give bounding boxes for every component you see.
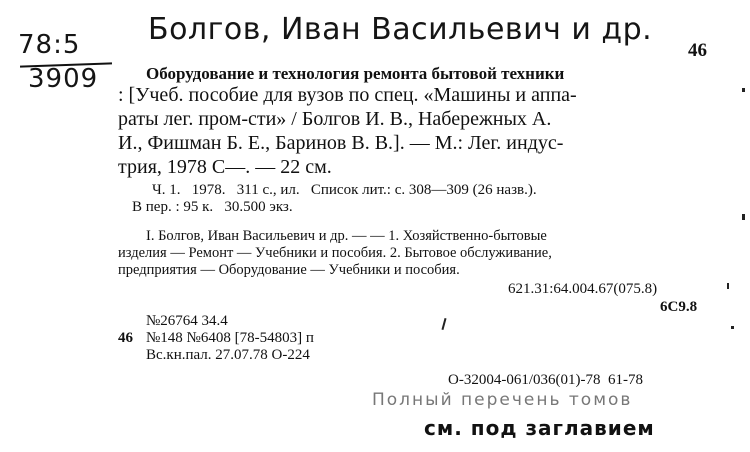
print-line: №148 №6408 [78-54803] п — [146, 330, 314, 346]
classification-number: 46 — [688, 40, 707, 61]
tracings-line: I. Болгов, Иван Васильевич и др. — — 1. Хозяйственно-бытовые — [146, 228, 547, 244]
bbk-code: 6С9.8 — [660, 299, 698, 315]
book-chamber-line: Вс.кн.пал. 27.07.78 О-224 — [146, 347, 310, 363]
stamp-main: см. под заглавием — [424, 416, 655, 440]
scan-speck — [742, 88, 745, 92]
tracings-line: предприятия — Оборудование — Учебники и пособия. — [118, 262, 460, 278]
volume-line: Ч. 1. 1978. 311 с., ил. Список лит.: с. 308—309 (26 назв.). — [152, 182, 537, 198]
handwritten-heading: Болгов, Иван Васильевич и др. — [148, 12, 653, 47]
scan-speck — [731, 326, 734, 329]
stamp-partial: Полный перечень томов — [372, 390, 633, 410]
scan-speck — [727, 283, 729, 289]
tracings-line: изделия — Ремонт — Учебники и пособия. 2. Бытовое обслуживание, — [118, 245, 552, 261]
scan-speck — [742, 214, 745, 220]
description-line: И., Фишман Б. Е., Баринов В. В.]. — М.: Лег. индус- — [118, 132, 564, 154]
scan-speck — [441, 318, 446, 330]
shelfmark-bottom: 3909 — [28, 64, 99, 94]
description-line: раты лег. пром-сти» / Болгов И. В., Набережных А. — [118, 108, 552, 130]
registry-number: №26764 34.4 — [146, 313, 228, 329]
price-line: В пер. : 95 к. 30.500 экз. — [132, 199, 293, 215]
publisher-code: О-32004-061/036(01)-78 61-78 — [448, 372, 643, 388]
udc-code: 621.31:64.004.67(075.8) — [508, 281, 658, 297]
description-line: трия, 1978 С—. — 22 см. — [118, 156, 332, 178]
description-line: : [Учеб. пособие для вузов по спец. «Машины и аппа- — [118, 84, 577, 106]
shelfmark-top: 78:5 — [18, 30, 81, 60]
print-line-prefix: 46 — [118, 330, 133, 346]
book-title: Оборудование и технология ремонта бытовой техники — [146, 64, 565, 83]
